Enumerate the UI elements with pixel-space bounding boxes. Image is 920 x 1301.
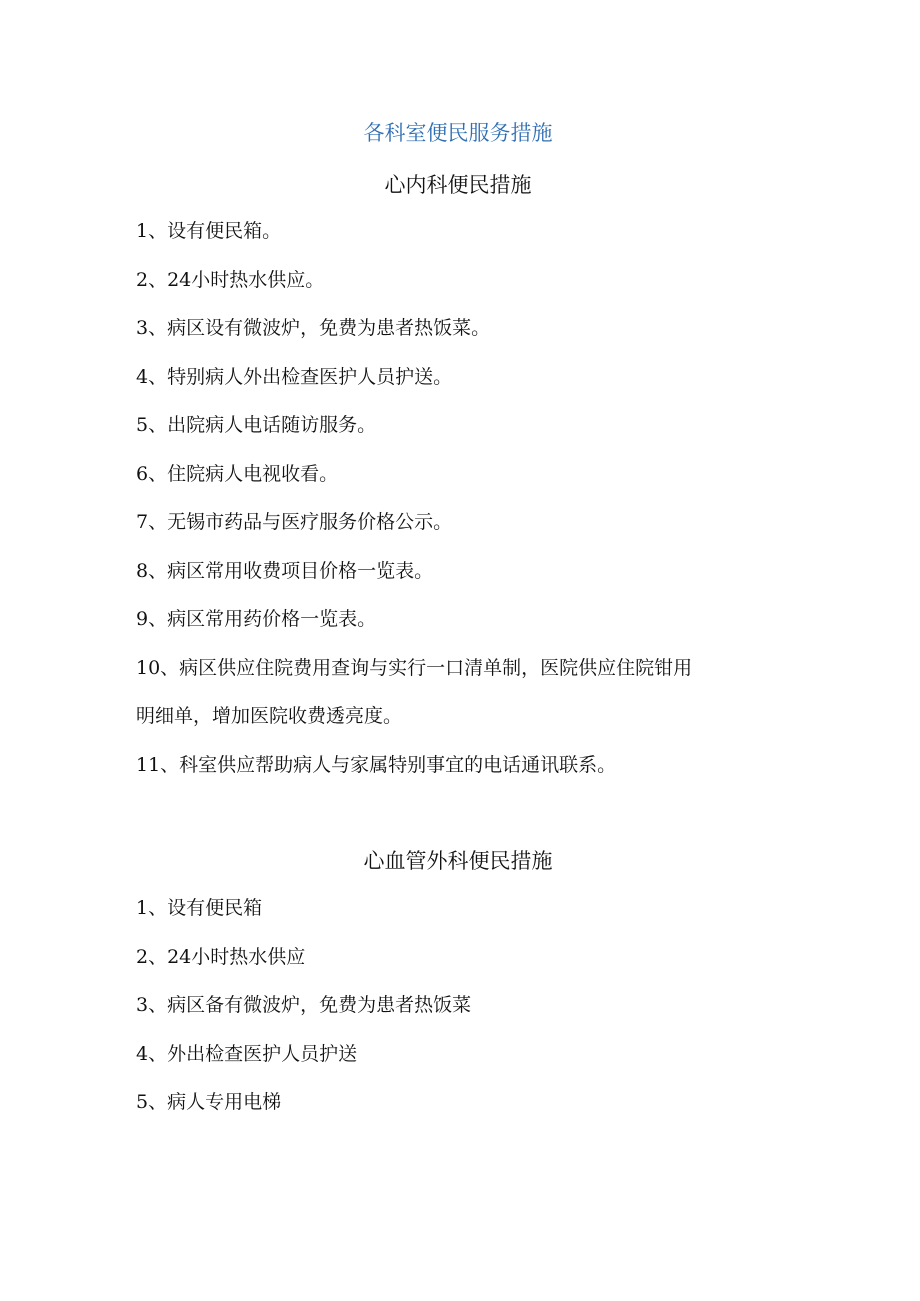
list-item: 8、病区常用收费项目价格一览表。 [136, 559, 434, 582]
cardiac-surgery-measures-list [136, 884, 786, 1127]
list-item: 3、病区备有微波炉，免费为患者热饭菜 [136, 994, 472, 1016]
document-title: 各科室便民服务措施 [363, 121, 553, 145]
list-item: 1、设有便民箱。 [136, 220, 282, 242]
list-item: 1、设有便民箱 [136, 897, 263, 919]
list-item: 9、病区常用药价格一览表。 [136, 608, 377, 630]
list-item: 2、24小时热水供应 [136, 945, 306, 968]
list-item: 6、住院病人电视收看。 [136, 462, 339, 485]
list-item: 7、无锡市药品与医疗服务价格公示。 [136, 511, 453, 533]
list-item: 11、科室供应帮助病人与家属特别事宜的电话通讯联系。 [136, 753, 617, 776]
section-heading-cardiology: 心内科便民措施 [384, 173, 532, 197]
list-item: 5、病人专用电梯 [136, 1091, 282, 1113]
list-item: 4、特别病人外出检查医护人员护送。 [136, 365, 453, 388]
list-item: 3、病区设有微波炉，免费为患者热饭菜。 [136, 317, 491, 339]
list-item: 10、病区供应住院费用查询与实行一口清单制，医院供应住院钳用 [136, 656, 693, 679]
list-item: 2、24小时热水供应。 [136, 268, 325, 291]
list-item-continuation: 明细单，增加医院收费透亮度。 [136, 705, 403, 727]
section-heading-cardiac-surgery: 心血管外科便民措施 [363, 849, 553, 873]
list-item: 4、外出检查医护人员护送 [136, 1042, 358, 1065]
cardiology-measures-list [136, 207, 786, 789]
list-item: 5、出院病人电话随访服务。 [136, 414, 377, 436]
